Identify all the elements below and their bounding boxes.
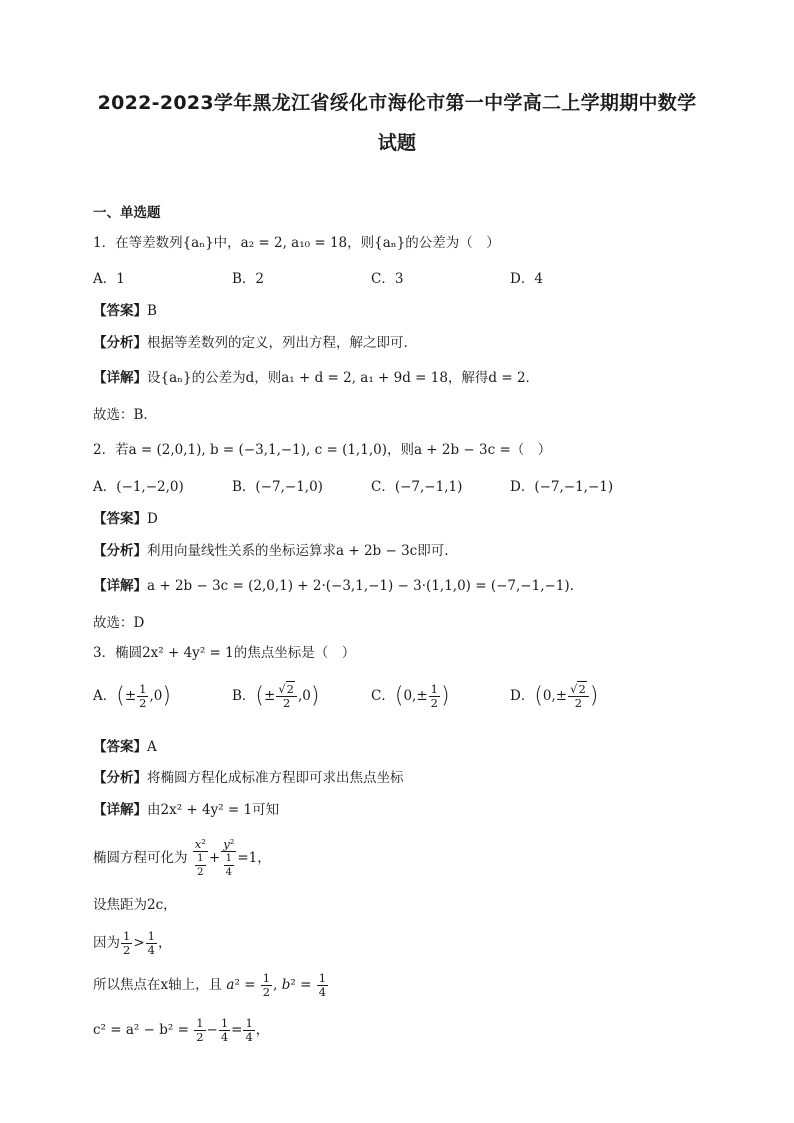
q2-answer bbox=[93, 509, 158, 529]
q3-detail-6: c² = a² − b² = $\frac{1}{2}$ − $\frac{1}{4}$ = $\frac{1}{4}$ ， bbox=[93, 1016, 270, 1044]
answer-tag: 【答案】 bbox=[93, 739, 147, 755]
q3-detail-4-text: 因为 bbox=[93, 935, 120, 951]
q2-analysis bbox=[93, 541, 449, 561]
doc-title-line2: 试题 bbox=[377, 132, 417, 154]
analysis-tag: 【分析】 bbox=[93, 543, 147, 559]
q2-option-a: A．(−1,−2,0) bbox=[93, 479, 184, 495]
q3-option-c: C．(0,± $\frac{1}{2}$ ) bbox=[371, 682, 450, 710]
q3-option-b-letter: B． bbox=[232, 688, 256, 704]
q3-detail-2-text: 椭圆方程可化为 bbox=[93, 850, 188, 866]
q3-analysis bbox=[93, 768, 404, 788]
q1-detail bbox=[93, 368, 539, 388]
q3-answer-value: A bbox=[147, 739, 157, 755]
q2-option-c: C．(−7,−1,1) bbox=[371, 479, 463, 495]
analysis-tag: 【分析】 bbox=[93, 335, 147, 351]
q1-detail-text: 设{aₙ}的公差为d，则a₁ + d = 2, a₁ + 9d = 18，解得d = 2． bbox=[147, 370, 540, 386]
q1-option-c: C．3 bbox=[371, 271, 404, 287]
q3-detail-6-text: c² = a² − b² = bbox=[93, 1022, 189, 1038]
q2-analysis-text: 利用向量线性关系的坐标运算求a + 2b − 3c即可. bbox=[147, 543, 449, 559]
q1-analysis-text: 根据等差数列的定义，列出方程，解之即可. bbox=[147, 335, 408, 351]
q3-option-c-letter: C． bbox=[371, 688, 395, 704]
detail-tag: 【详解】 bbox=[93, 802, 147, 818]
q1-conclusion: 故选：B． bbox=[93, 407, 157, 423]
q2-detail bbox=[93, 576, 574, 596]
q3-detail-3: 设焦距为2c， bbox=[93, 897, 177, 913]
q3-detail-5: 所以焦点在x轴上，且 a² = $\frac{1}{2}$ , b² = $\frac{1}{4}$ bbox=[93, 971, 327, 999]
q3-stem: 3．椭圆2x² + 4y² = 1的焦点坐标是（ ） bbox=[93, 645, 356, 661]
answer-tag: 【答案】 bbox=[93, 303, 147, 319]
q3-option-d: D．(0,± $\frac{√2}{2}$ ) bbox=[510, 682, 599, 710]
q2-answer-value: D bbox=[147, 511, 158, 527]
q1-option-b: B．2 bbox=[232, 271, 265, 287]
q3-detail-5-text: 所以焦点在x轴上，且 bbox=[93, 977, 223, 993]
q3-option-a-letter: A． bbox=[93, 688, 117, 704]
q3-analysis-text: 将椭圆方程化成标准方程即可求出焦点坐标 bbox=[147, 770, 404, 786]
detail-tag: 【详解】 bbox=[93, 578, 147, 594]
q3-option-a: A．(± $\frac{1}{2}$ ,0) bbox=[93, 682, 171, 710]
analysis-tag: 【分析】 bbox=[93, 770, 147, 786]
q1-stem: 1．在等差数列{aₙ}中，a₂ = 2, a₁₀ = 18，则{aₙ}的公差为（ ） bbox=[93, 235, 500, 251]
q1-answer bbox=[93, 301, 157, 321]
q2-conclusion: 故选：D bbox=[93, 615, 145, 631]
q3-detail-1 bbox=[93, 800, 279, 820]
q1-option-d: D．4 bbox=[510, 271, 543, 287]
q3-answer bbox=[93, 737, 157, 757]
q1-analysis bbox=[93, 333, 408, 353]
answer-tag: 【答案】 bbox=[93, 511, 147, 527]
detail-tag: 【详解】 bbox=[93, 370, 147, 386]
q2-option-d: D．(−7,−1,−1) bbox=[510, 479, 614, 495]
q3-option-b: B．(± $\frac{√2}{2}$ ,0) bbox=[232, 682, 320, 710]
section-heading: 一、单选题 bbox=[93, 205, 161, 221]
q3-detail-4: 因为 $\frac{1}{2}$ > $\frac{1}{4}$ ， bbox=[93, 929, 172, 957]
q1-option-a: A．1 bbox=[93, 271, 125, 287]
q3-option-d-letter: D． bbox=[510, 688, 535, 704]
q1-answer-value: B bbox=[147, 303, 157, 319]
q2-stem: 2．若a = (2,0,1), b = (−3,1,−1), c = (1,1,0)，则a + 2b − 3c =（ ） bbox=[93, 442, 552, 458]
doc-title-line1: 2022-2023学年黑龙江省绥化市海伦市第一中学高二上学期期中数学 bbox=[97, 92, 697, 114]
q3-detail-2: 椭圆方程可化为 $\frac{\text{x²}}{\frac{1}{2}}$ + $\frac{\text{y²}}{\frac{1}{4}}$ =1， bbox=[93, 837, 271, 878]
q3-detail-1-text: 由2x² + 4y² = 1可知 bbox=[147, 802, 280, 818]
q2-detail-text: a + 2b − 3c = (2,0,1) + 2·(−3,1,−1) − 3·(1,1,0) = (−7,−1,−1). bbox=[147, 578, 574, 594]
q2-option-b: B．(−7,−1,0) bbox=[232, 479, 323, 495]
